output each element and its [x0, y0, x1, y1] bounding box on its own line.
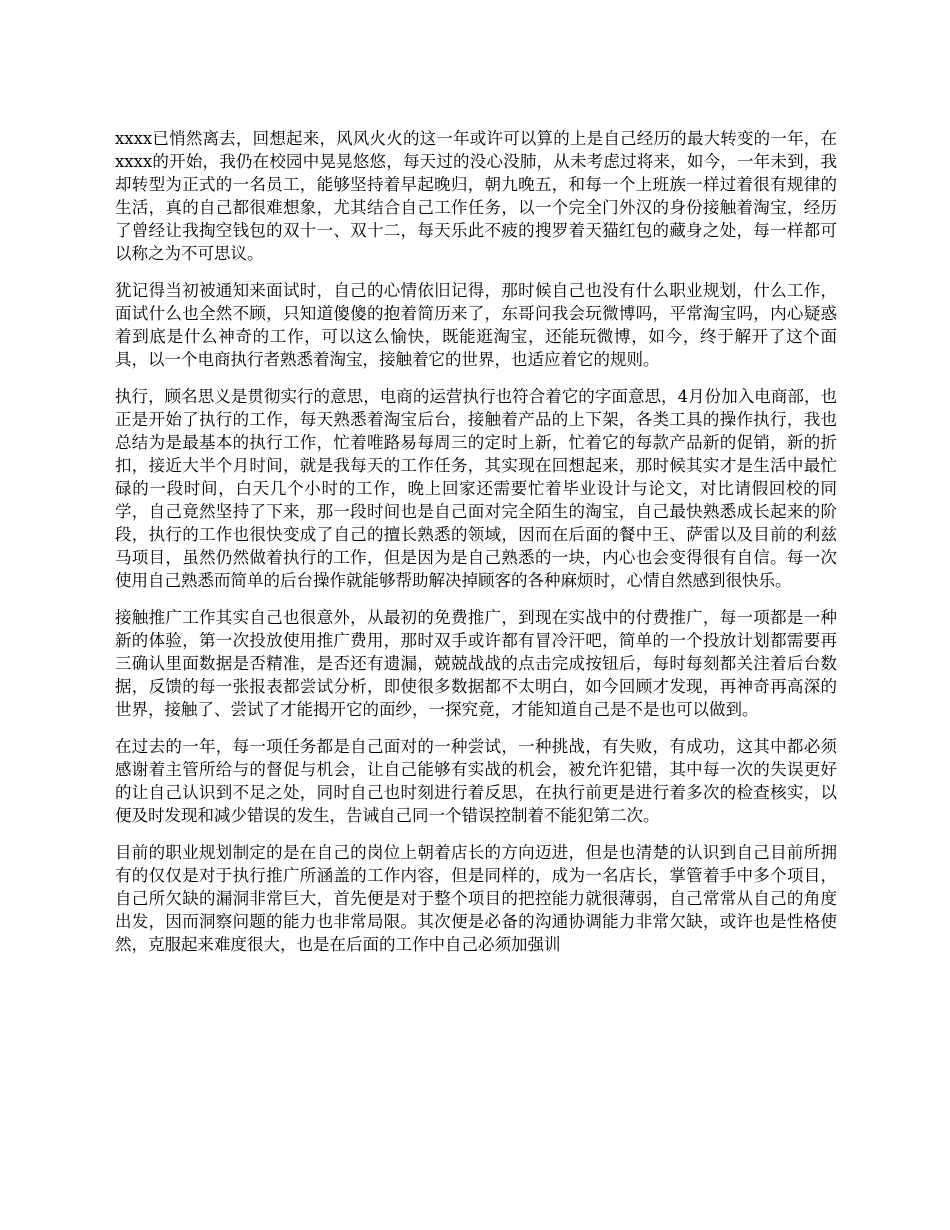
- paragraph-4: 接触推广工作其实自己也很意外，从最初的免费推广，到现在实战中的付费推广，每一项都是一种新的体验，第一次投放使用推广费用，那时双手或许都有冒冷汗吧，简单的一个投放计划都需要再三确认里面数据是否精准，是否还有遗漏，兢兢战战的点击完成按钮后，每时每刻都关注着后台数据，反馈的每一张报表都尝试分析，即使很多数据都不太明白，如今回顾才发现，再神奇再高深的世界，接触了、尝试了才能揭开它的面纱，一探究竟，才能知道自己是不是也可以做到。: [115, 608, 837, 719]
- paragraph-5: 在过去的一年，每一项任务都是自己面对的一种尝试，一种挑战，有失败，有成功，这其中都必须感谢着主管所给与的督促与机会，让自己能够有实战的机会，被允许犯错，其中每一次的失误更好的让自己认识到不足之处，同时自己也时刻进行着反思，在执行前更是进行着多次的检查核实，以便及时发现和减少错误的发生，告诫自己同一个错误控制着不能犯第二次。: [115, 737, 837, 825]
- document-page: [115, 127, 837, 970]
- paragraph-2: 犹记得当初被通知来面试时，自己的心情依旧记得，那时候自己也没有什么职业规划，什么工作，面试什么也全然不顾，只知道傻傻的抱着简历来了，东哥问我会玩微博吗，平常淘宝吗，内心疑惑着到底是什么神奇的工作，可以这么愉快，既能逛淘宝，还能玩微博，如今，终于解开了这个面具，以一个电商执行者熟悉着淘宝，接触着它的世界，也适应着它的规则。: [115, 281, 837, 369]
- paragraph-3: 执行，顾名思义是贯彻实行的意思，电商的运营执行也符合着它的字面意思，4月份加入电商部，也正是开始了执行的工作，每天熟悉着淘宝后台，接触着产品的上下架，各类工具的操作执行，我也总结为是最基本的执行工作，忙着唯路易每周三的定时上新，忙着它的每款产品新的促销，新的折扣，接近大半个月时间，就是我每天的工作任务，其实现在回想起来，那时候其实才是生活中最忙碌的一段时间，白天几个小时的工作，晚上回家还需要忙着毕业设计与论文，对比请假回校的同学，自己竟然坚持了下来，那一段时间也是自己面对完全陌生的淘宝，自己最快熟悉成长起来的阶段，执行的工作也很快变成了自己的擅长熟悉的领域，因而在后面的餐中王、萨雷以及目前的利兹马项目，虽然仍然做着执行的工作，但是因为是自己熟悉的一块，内心也会变得很有自信。每一次使用自己熟悉而简单的后台操作就能够帮助解决掉顾客的各种麻烦时，心情自然感到很快乐。: [115, 387, 837, 590]
- paragraph-1: xxxx已悄然离去，回想起来，风风火火的这一年或许可以算的上是自己经历的最大转变的一年，在xxxx的开始，我仍在校园中晃晃悠悠，每天过的没心没肺，从未考虑过将来，如今，一年未到，我却转型为正式的一名员工，能够坚持着早起晚归，朝九晚五，和每一个上班族一样过着很有规律的生活，真的自己都很难想象，尤其结合自己工作任务，以一个完全门外汉的身份接触着淘宝，经历了曾经让我掏空钱包的双十一、双十二，每天乐此不疲的搜罗着天猫红包的藏身之处，每一样都可以称之为不可思议。: [115, 129, 837, 263]
- paragraph-6: 目前的职业规划制定的是在自己的岗位上朝着店长的方向迈进，但是也清楚的认识到自己目前所拥有的仅仅是对于执行推广所涵盖的工作内容，但是同样的，成为一名店长，掌管着手中多个项目，自己所欠缺的漏洞非常巨大，首先便是对于整个项目的把控能力就很薄弱，自己常常从自己的角度出发，因而洞察问题的能力也非常局限。其次便是必备的沟通协调能力非常欠缺，或许也是性格使然，克服起来难度很大，也是在后面的工作中自己必须加强训: [115, 843, 837, 954]
